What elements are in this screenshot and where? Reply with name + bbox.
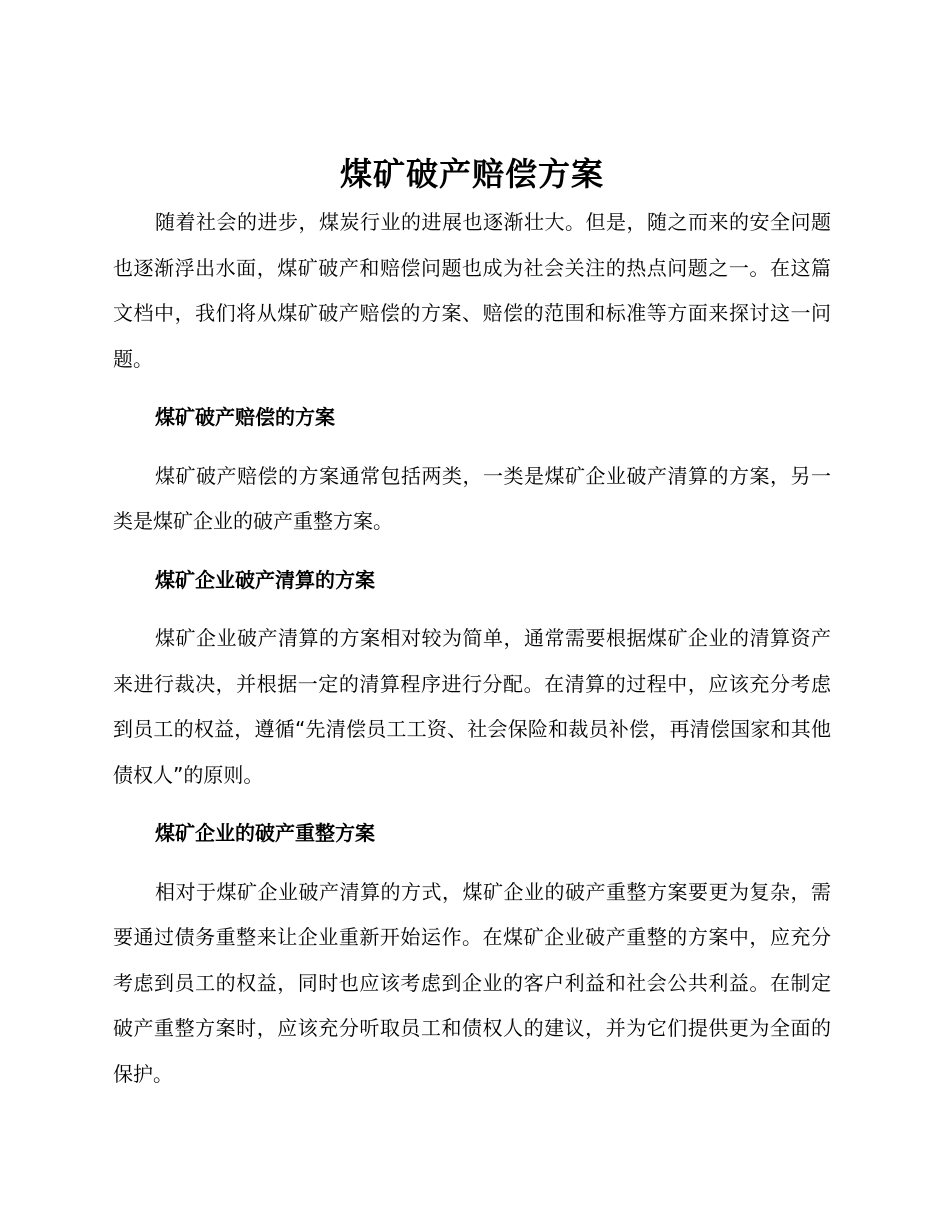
section-heading-compensation-plan: 煤矿破产赔偿的方案: [155, 405, 335, 429]
spacer: [113, 603, 831, 616]
document-page: [113, 150, 831, 1097]
section-body-liquidation-plan: 煤矿企业破产清算的方案相对较为简单，通常需要根据煤矿企业的清算资产来进行裁决，并根据一定的清算程序进行分配。在清算的过程中，应该充分考虑到员工的权益，遵循“先清偿员工工资、社会保险和裁员补偿，再清偿国家和其他债权人”的原则。: [113, 626, 831, 787]
spacer: [113, 798, 831, 811]
section-heading-liquidation-plan: 煤矿企业破产清算的方案: [155, 567, 375, 592]
spacer: [113, 382, 831, 395]
spacer: [113, 545, 831, 558]
spacer: [113, 857, 831, 870]
section-body-reorganization-plan: 相对于煤矿企业破产清算的方式，煤矿企业的破产重整方案要更为复杂，需要通过债务重整来让企业重新开始运作。在煤矿企业破产重整的方案中，应充分考虑到员工的权益，同时也应该考虑到企业的客户利益和社会公共利益。在制定破产重整方案时，应该充分听取员工和债权人的建议，并为它们提供更为全面的保护。: [113, 879, 831, 1086]
spacer: [113, 441, 831, 454]
section-body-compensation-plan: 煤矿破产赔偿的方案通常包括两类，一类是煤矿企业破产清算的方案，另一类是煤矿企业的破产重整方案。: [113, 463, 831, 533]
document-title: 煤矿破产赔偿方案: [339, 155, 604, 193]
intro-paragraph: 随着社会的进步，煤炭行业的进展也逐渐壮大。但是，随之而来的安全问题也逐渐浮出水面，煤矿破产和赔偿问题也成为社会关注的热点问题之一。在这篇文档中，我们将从煤矿破产赔偿的方案、赔偿的范围和标准等方面来探讨这一问题。: [113, 210, 831, 371]
section-heading-reorganization-plan: 煤矿企业的破产重整方案: [155, 821, 375, 845]
